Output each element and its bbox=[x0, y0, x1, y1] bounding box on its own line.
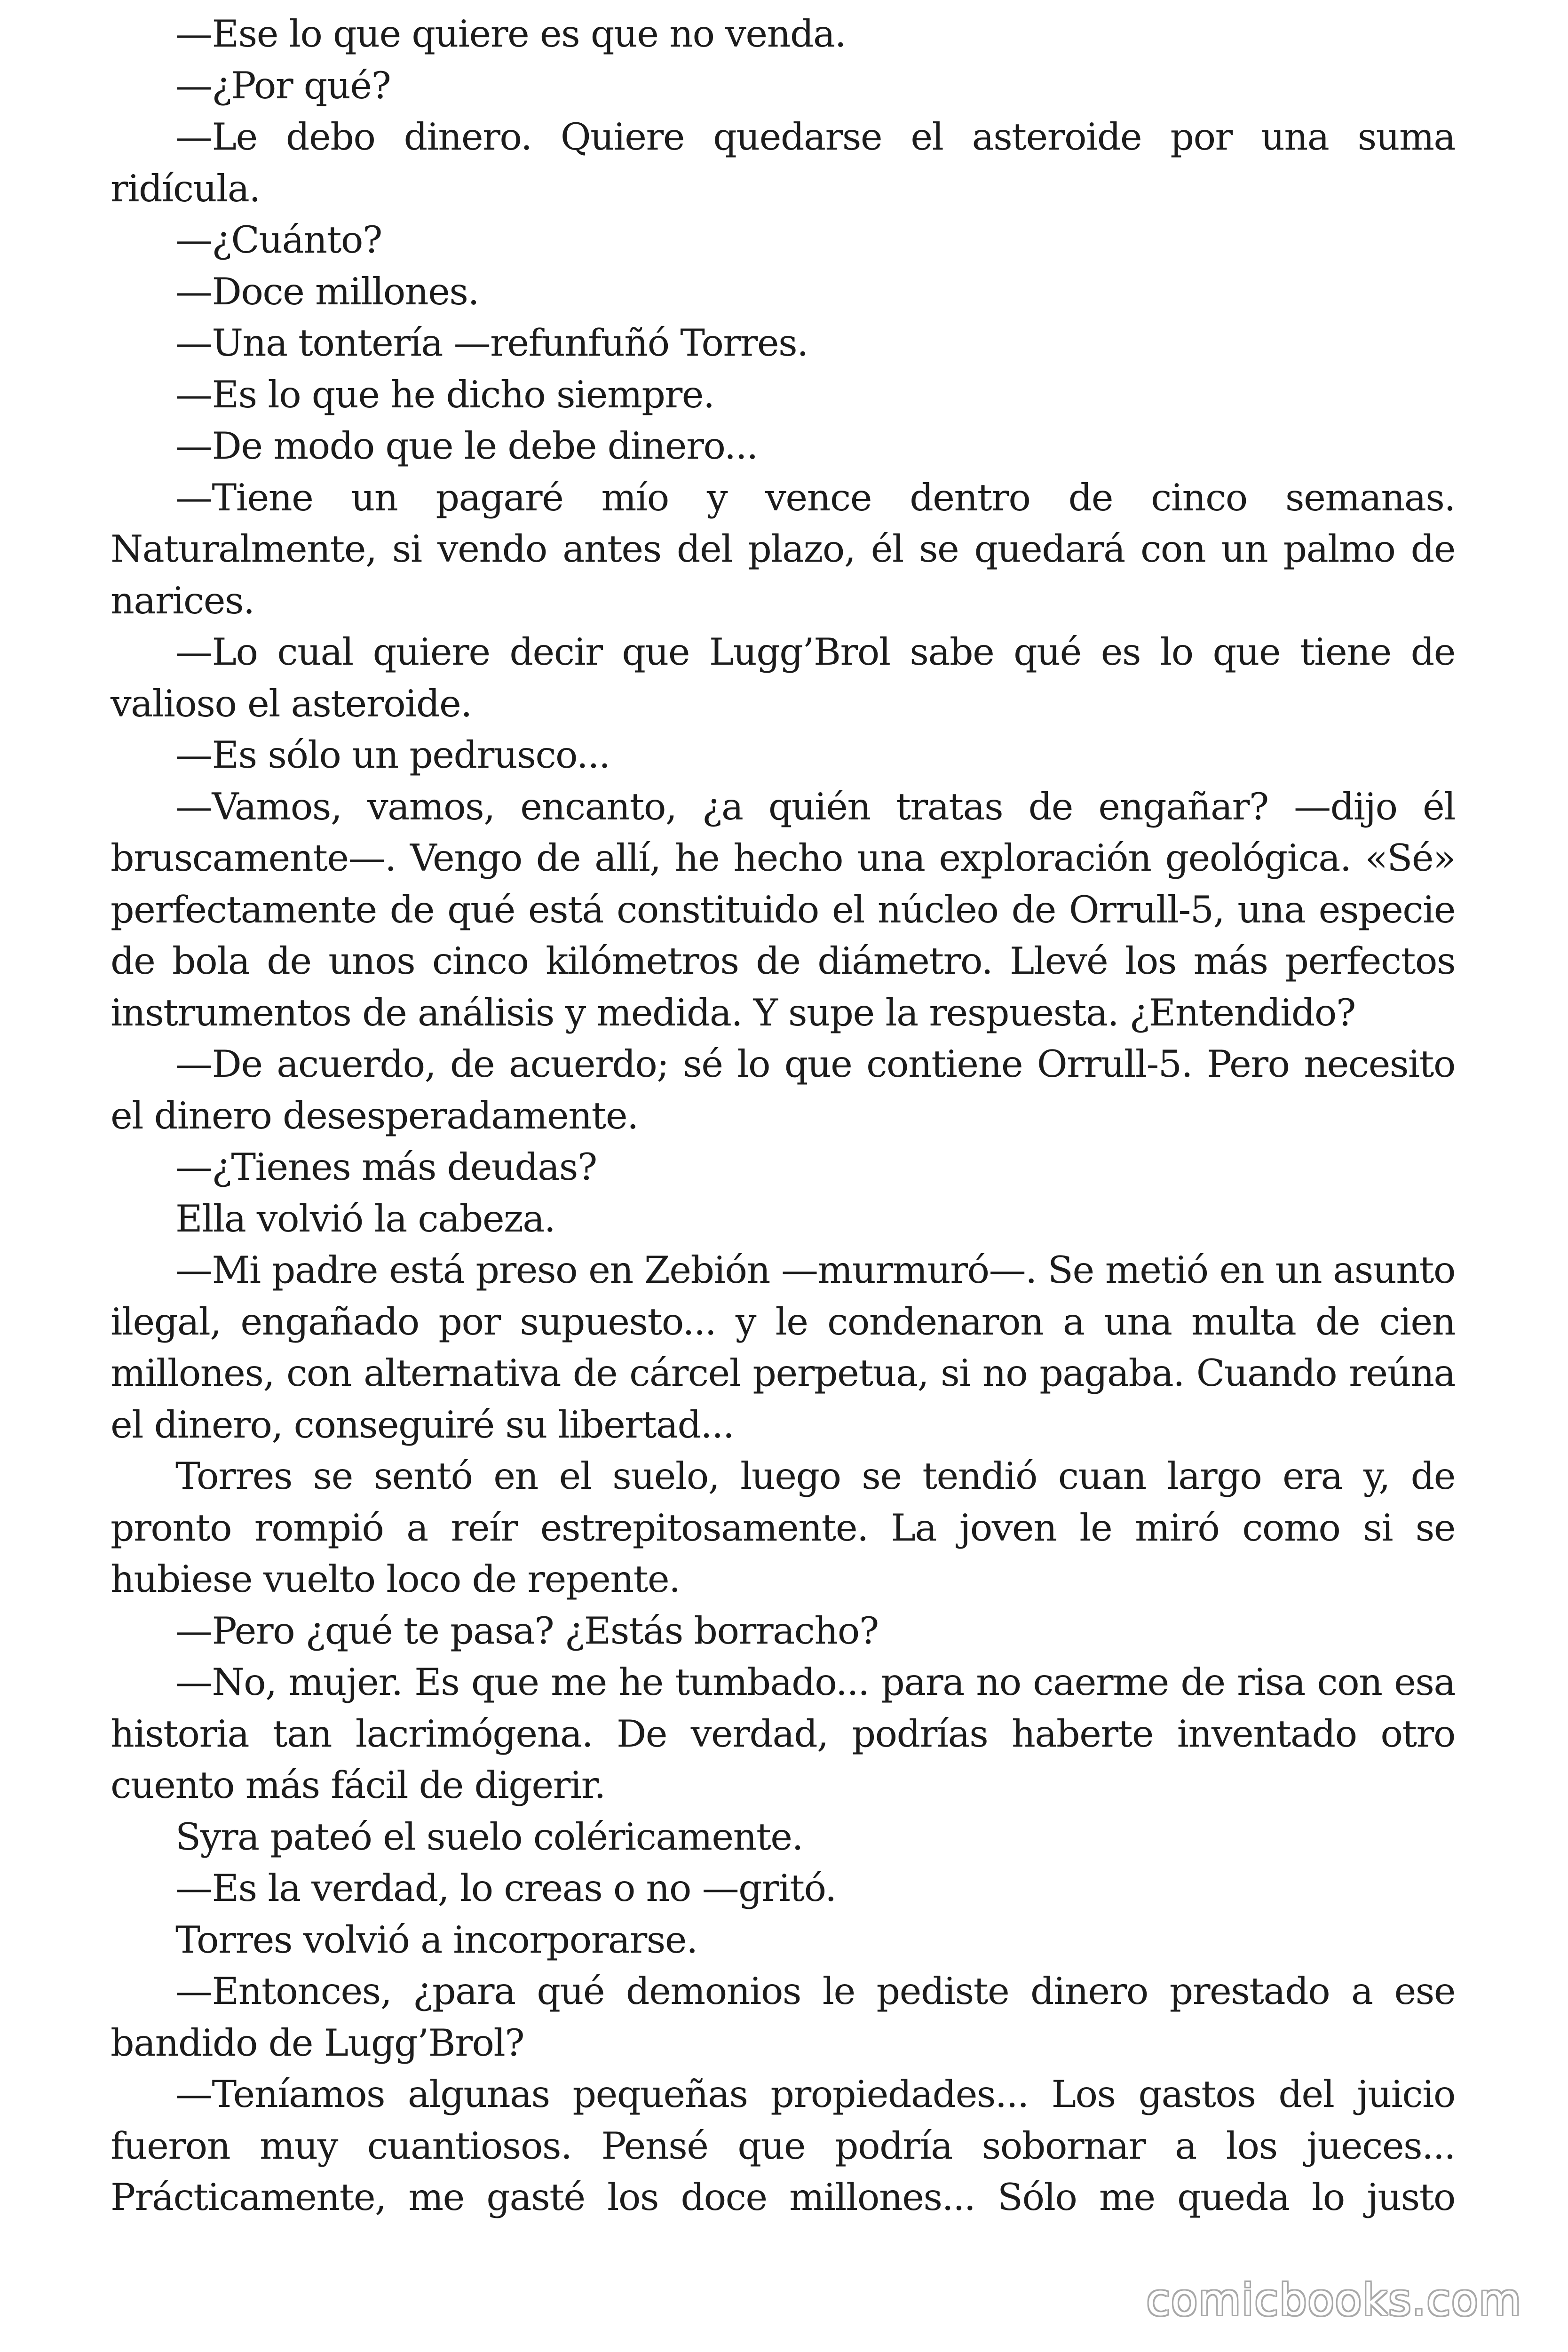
paragraph: Torres volvió a incorporarse. bbox=[175, 1918, 697, 1962]
paragraph: —Ese lo que quiere es que no venda. bbox=[175, 12, 846, 56]
paragraph: —¿Cuánto? bbox=[175, 218, 382, 262]
paragraph: —De modo que le debe dinero... bbox=[175, 424, 758, 468]
paragraph: —Tiene un pagaré mío y vence dentro de cinco semanas. Naturalmente, si vendo antes del plazo, él se quedará con un palmo de narices. bbox=[111, 476, 1455, 622]
paragraph: —No, mujer. Es que me he tumbado... para no caerme de risa con esa historia tan lacrimógena. De verdad, podrías haberte inventado otro cuento más fácil de digerir. bbox=[111, 1661, 1455, 1807]
site-watermark: comicbooks.com bbox=[1146, 2275, 1522, 2325]
paragraph: —Es sólo un pedrusco... bbox=[175, 733, 610, 777]
paragraph: —Doce millones. bbox=[175, 270, 479, 313]
paragraph: Ella volvió la cabeza. bbox=[175, 1197, 555, 1240]
paragraph: —Es lo que he dicho siempre. bbox=[175, 373, 714, 416]
paragraph: —Pero ¿qué te pasa? ¿Estás borracho? bbox=[175, 1609, 879, 1653]
paragraph: —Vamos, vamos, encanto, ¿a quién tratas de engañar? —dijo él bruscamente—. Vengo de allí, he hecho una exploración geológica. «Sé» perfectamente de qué está constituido el núcleo de Orrull-5, una especie de bola de unos cinco kilómetros de diámetro. Llevé los más perfectos instrumentos de análisis y medida. Y supe la respuesta. ¿Entendido? bbox=[111, 785, 1455, 1034]
paragraph: —Teníamos algunas pequeñas propiedades... Los gastos del juicio fueron muy cuantiosos. Pensé que podría sobornar a los jueces... Prácticamente, me gasté los doce millones... Sólo me queda lo justo bbox=[111, 2073, 1455, 2219]
paragraph: —Mi padre está preso en Zebión —murmuró—. Se metió en un asunto ilegal, engañado por supuesto... y le condenaron a una multa de cien millones, con alternativa de cárcel perpetua, si no pagaba. Cuando reúna el dinero, conseguiré su libertad... bbox=[111, 1248, 1455, 1446]
paragraph: —Lo cual quiere decir que Lugg’Brol sabe qué es lo que tiene de valioso el asteroide. bbox=[111, 630, 1455, 725]
paragraph: Torres se sentó en el suelo, luego se tendió cuan largo era y, de pronto rompió a reír estrepitosamente. La joven le miró como si se hubiese vuelto loco de repente. bbox=[111, 1454, 1455, 1601]
paragraph: —Entonces, ¿para qué demonios le pediste dinero prestado a ese bandido de Lugg’Brol? bbox=[111, 1970, 1455, 2065]
paragraph: —Una tontería —refunfuñó Torres. bbox=[175, 321, 808, 365]
paragraph: —¿Por qué? bbox=[175, 64, 391, 107]
paragraph: —De acuerdo, de acuerdo; sé lo que contiene Orrull-5. Pero necesito el dinero desesperadamente. bbox=[111, 1042, 1455, 1137]
paragraph: Syra pateó el suelo coléricamente. bbox=[175, 1815, 803, 1859]
paragraph: —¿Tienes más deudas? bbox=[175, 1145, 597, 1189]
book-page-text bbox=[111, 8, 1455, 2224]
paragraph: —Es la verdad, lo creas o no —gritó. bbox=[175, 1867, 836, 1910]
paragraph: —Le debo dinero. Quiere quedarse el asteroide por una suma ridícula. bbox=[111, 115, 1455, 210]
